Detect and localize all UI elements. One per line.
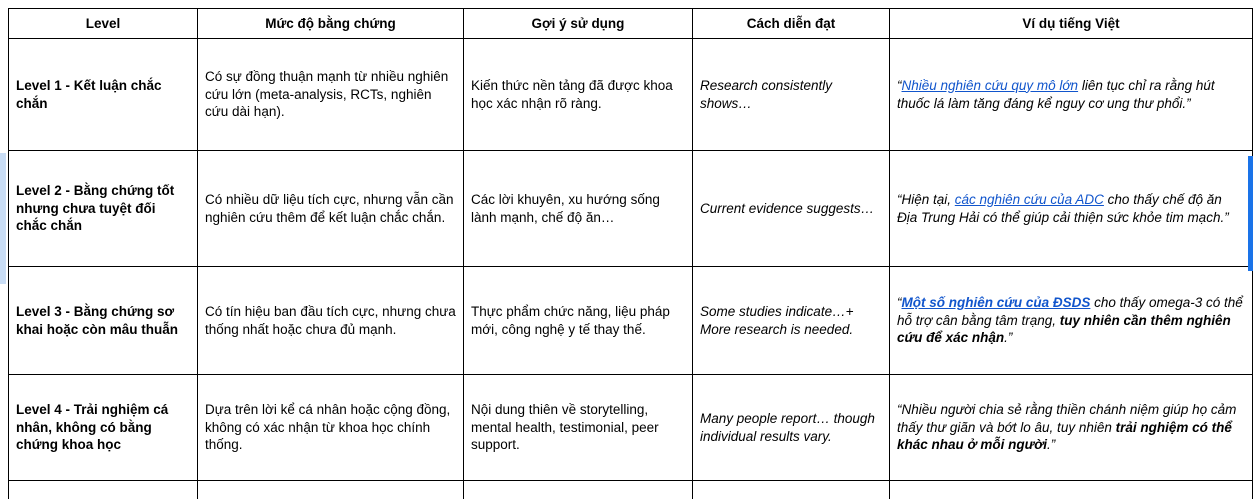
cell-level[interactable] <box>9 151 198 267</box>
header-label: Ví dụ tiếng Việt <box>1022 15 1120 31</box>
table-row-level-4 <box>9 375 1253 481</box>
header-label: Mức độ bằng chứng <box>265 15 396 31</box>
evidence-text: Có sự đồng thuận mạnh từ nhiều nghiên cứu lớn (meta-analysis, RCTs, nghiên cứu dài hạn). <box>205 68 449 120</box>
phrasing-text: Some studies indicate…+ More research is needed. <box>700 303 854 337</box>
cell-example[interactable] <box>890 151 1253 267</box>
usage-text: Nội dung thiên về storytelling, mental health, testimonial, peer support. <box>471 401 659 453</box>
header-row <box>9 9 1253 39</box>
evidence-text: Có nhiều dữ liệu tích cực, nhưng vẫn cần nghiên cứu thêm để kết luận chắc chắn. <box>205 191 454 225</box>
column-header-example[interactable] <box>890 9 1253 39</box>
cell-evidence[interactable] <box>198 267 464 375</box>
example-text: liên tục chỉ ra rằng hút thuốc lá làm tăng đáng kể nguy cơ ung thư phổi.” <box>897 77 1215 111</box>
example-text: “Hiện tại, <box>897 191 955 207</box>
cell-evidence[interactable] <box>198 375 464 481</box>
table-row-cutoff <box>9 481 1253 499</box>
example-text: .” <box>1047 437 1056 453</box>
example-text: “ <box>897 294 902 310</box>
usage-text: Kiến thức nền tảng đã được khoa học xác nhận rõ ràng. <box>471 77 673 111</box>
evidence-levels-table <box>8 8 1253 499</box>
example-text: .” <box>1004 330 1013 346</box>
example-text: tuy nhiên cần thêm nghiên cứu để xác nhận <box>897 312 1231 346</box>
column-header-phrasing[interactable] <box>693 9 890 39</box>
header-label: Gợi ý sử dụng <box>531 15 625 31</box>
table-row-level-2 <box>9 151 1253 267</box>
table-row-level-1 <box>9 39 1253 151</box>
cell-level[interactable] <box>9 39 198 151</box>
example-text: “Nhiều người chia sẻ rằng thiền chánh niệm giúp họ cảm thấy thư giãn và bớt lo âu, tuy nhiên <box>897 401 1237 435</box>
cell-empty <box>9 481 198 499</box>
column-header-level[interactable] <box>9 9 198 39</box>
cell-example[interactable] <box>890 39 1253 151</box>
column-header-evidence[interactable] <box>198 9 464 39</box>
level-text: Level 2 - Bằng chứng tốt nhưng chưa tuyệt đối chắc chắn <box>16 182 175 234</box>
evidence-text: Dựa trên lời kể cá nhân hoặc cộng đồng, không có xác nhận từ khoa học chính thống. <box>205 401 451 453</box>
cell-phrasing[interactable] <box>693 151 890 267</box>
phrasing-text: Many people report… though individual results vary. <box>700 410 875 444</box>
phrasing-text: Research consistently shows… <box>700 77 833 111</box>
usage-text: Các lời khuyên, xu hướng sống lành mạnh, chế độ ăn… <box>471 191 660 225</box>
level-text: Level 1 - Kết luận chắc chắn <box>16 77 162 111</box>
example-text: cho thấy chế độ ăn Địa Trung Hải có thể giúp cải thiện sức khỏe tim mạch.” <box>897 191 1229 225</box>
cell-evidence[interactable] <box>198 39 464 151</box>
level-text: Level 3 - Bằng chứng sơ khai hoặc còn mâu thuẫn <box>16 303 179 337</box>
cell-example[interactable] <box>890 267 1253 375</box>
phrasing-text: Current evidence suggests… <box>700 200 875 216</box>
example-source-link[interactable]: Nhiều nghiên cứu quy mô lớn <box>901 77 1079 93</box>
cell-usage[interactable] <box>464 267 693 375</box>
cell-usage[interactable] <box>464 151 693 267</box>
header-label: Level <box>85 15 121 31</box>
evidence-text: Có tín hiệu ban đầu tích cực, nhưng chưa thống nhất hoặc chưa đủ mạnh. <box>205 303 456 337</box>
row-selection-bar <box>1248 156 1253 271</box>
example-source-link[interactable]: các nghiên cứu của ADC <box>954 191 1104 207</box>
cell-evidence[interactable] <box>198 151 464 267</box>
cell-phrasing[interactable] <box>693 375 890 481</box>
cell-empty <box>890 481 1253 499</box>
cell-usage[interactable] <box>464 39 693 151</box>
table-row-level-3 <box>9 267 1253 375</box>
cell-level[interactable] <box>9 375 198 481</box>
cell-empty <box>464 481 693 499</box>
comment-margin-strip <box>0 153 6 284</box>
example-text: “ <box>897 77 902 93</box>
cell-level[interactable] <box>9 267 198 375</box>
usage-text: Thực phẩm chức năng, liệu pháp mới, công nghệ y tế thay thế. <box>471 303 670 337</box>
cell-phrasing[interactable] <box>693 267 890 375</box>
cell-phrasing[interactable] <box>693 39 890 151</box>
level-text: Level 4 - Trải nghiệm cá nhân, không có bằng chứng khoa học <box>16 401 169 453</box>
cell-usage[interactable] <box>464 375 693 481</box>
column-header-usage[interactable] <box>464 9 693 39</box>
example-text: trải nghiệm có thể khác nhau ở mỗi người <box>897 419 1232 453</box>
example-source-link[interactable]: Một số nghiên cứu của ĐSDS <box>901 294 1091 310</box>
cell-empty <box>693 481 890 499</box>
cell-example[interactable] <box>890 375 1253 481</box>
cell-empty <box>198 481 464 499</box>
header-label: Cách diễn đạt <box>746 15 836 31</box>
example-text: cho thấy omega-3 có thể hỗ trợ cân bằng tâm trạng, <box>897 294 1243 328</box>
